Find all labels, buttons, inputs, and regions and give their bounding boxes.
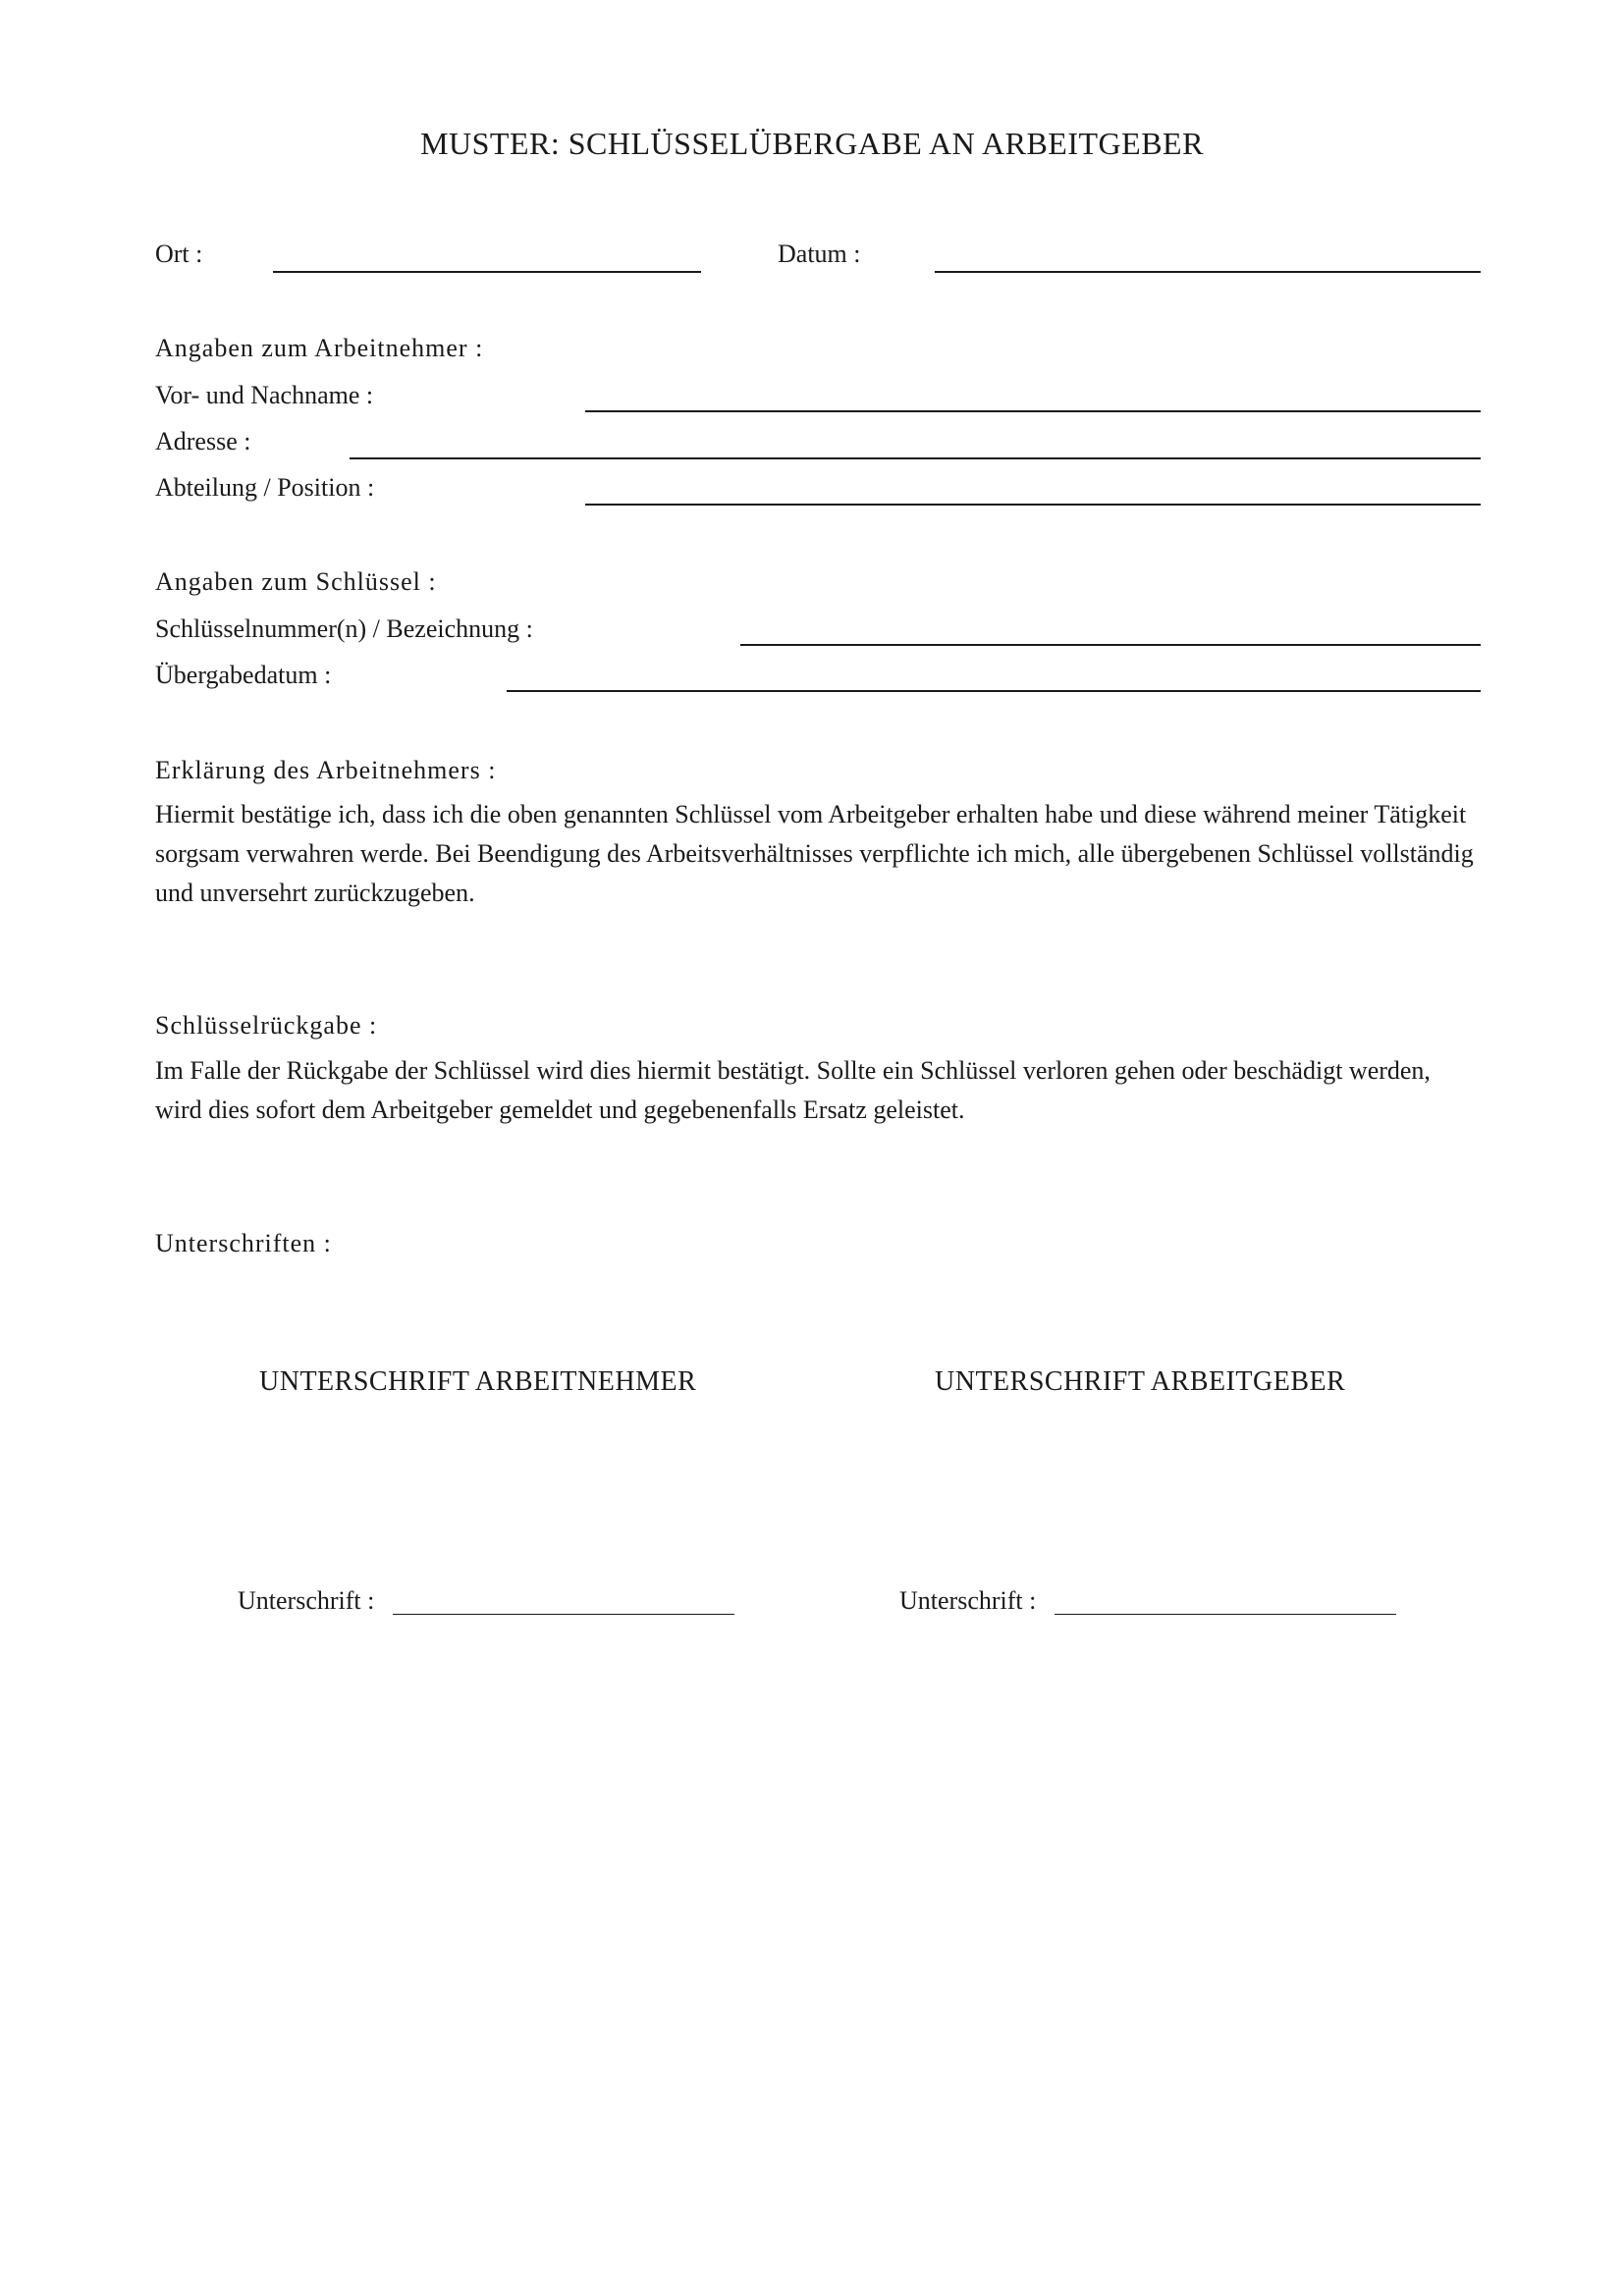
employee-signature-field[interactable] <box>393 1614 734 1615</box>
key-number-label: Schlüsselnummer(n) / Bezeichnung : <box>155 614 533 643</box>
ort-field[interactable] <box>273 271 701 273</box>
department-label: Abteilung / Position : <box>155 473 375 502</box>
declaration-text: Hiermit bestätige ich, dass ich die oben genannten Schlüssel vom Arbeitgeber erhalten habe und diese während meiner Tätigkeit sorgsam verwahren werde. Bei Beendigung des Arbeitsverhältnisses verpflichte ich mich, alle übergebenen Schlüssel vollständig und unversehrt zurückzugeben. <box>155 800 1474 907</box>
datum-label: Datum : <box>778 240 861 268</box>
key-number-field[interactable] <box>740 644 1481 646</box>
employee-signature-title: UNTERSCHRIFT ARBEITNEHMER <box>259 1366 697 1397</box>
handover-date-field[interactable] <box>507 690 1481 692</box>
signatures-heading: Unterschriften : <box>155 1229 332 1257</box>
handover-date-label: Übergabedatum : <box>155 661 332 689</box>
document-title: MUSTER: SCHLÜSSELÜBERGABE AN ARBEITGEBER <box>420 126 1204 161</box>
department-field[interactable] <box>585 504 1481 506</box>
name-label: Vor- und Nachname : <box>155 381 374 409</box>
employer-signature-field[interactable] <box>1055 1614 1396 1615</box>
employee-section-heading: Angaben zum Arbeitnehmer : <box>155 334 484 362</box>
declaration-heading: Erklärung des Arbeitnehmers : <box>155 756 497 784</box>
employer-signature-title: UNTERSCHRIFT ARBEITGEBER <box>935 1366 1346 1397</box>
address-label: Adresse : <box>155 427 251 455</box>
employer-sign-label: Unterschrift : <box>899 1586 1037 1615</box>
return-text: Im Falle der Rückgabe der Schlüssel wird dies hiermit bestätigt. Sollte ein Schlüssel verloren gehen oder beschädigt werden, wird dies sofort dem Arbeitgeber gemeldet und gegebenenfalls Ersatz geleistet. <box>155 1056 1431 1124</box>
key-section-heading: Angaben zum Schlüssel : <box>155 567 437 596</box>
address-field[interactable] <box>350 457 1481 459</box>
return-heading: Schlüsselrückgabe : <box>155 1011 378 1040</box>
name-field[interactable] <box>585 410 1481 412</box>
ort-label: Ort : <box>155 240 203 268</box>
datum-field[interactable] <box>935 271 1481 273</box>
employee-sign-label: Unterschrift : <box>238 1586 375 1615</box>
